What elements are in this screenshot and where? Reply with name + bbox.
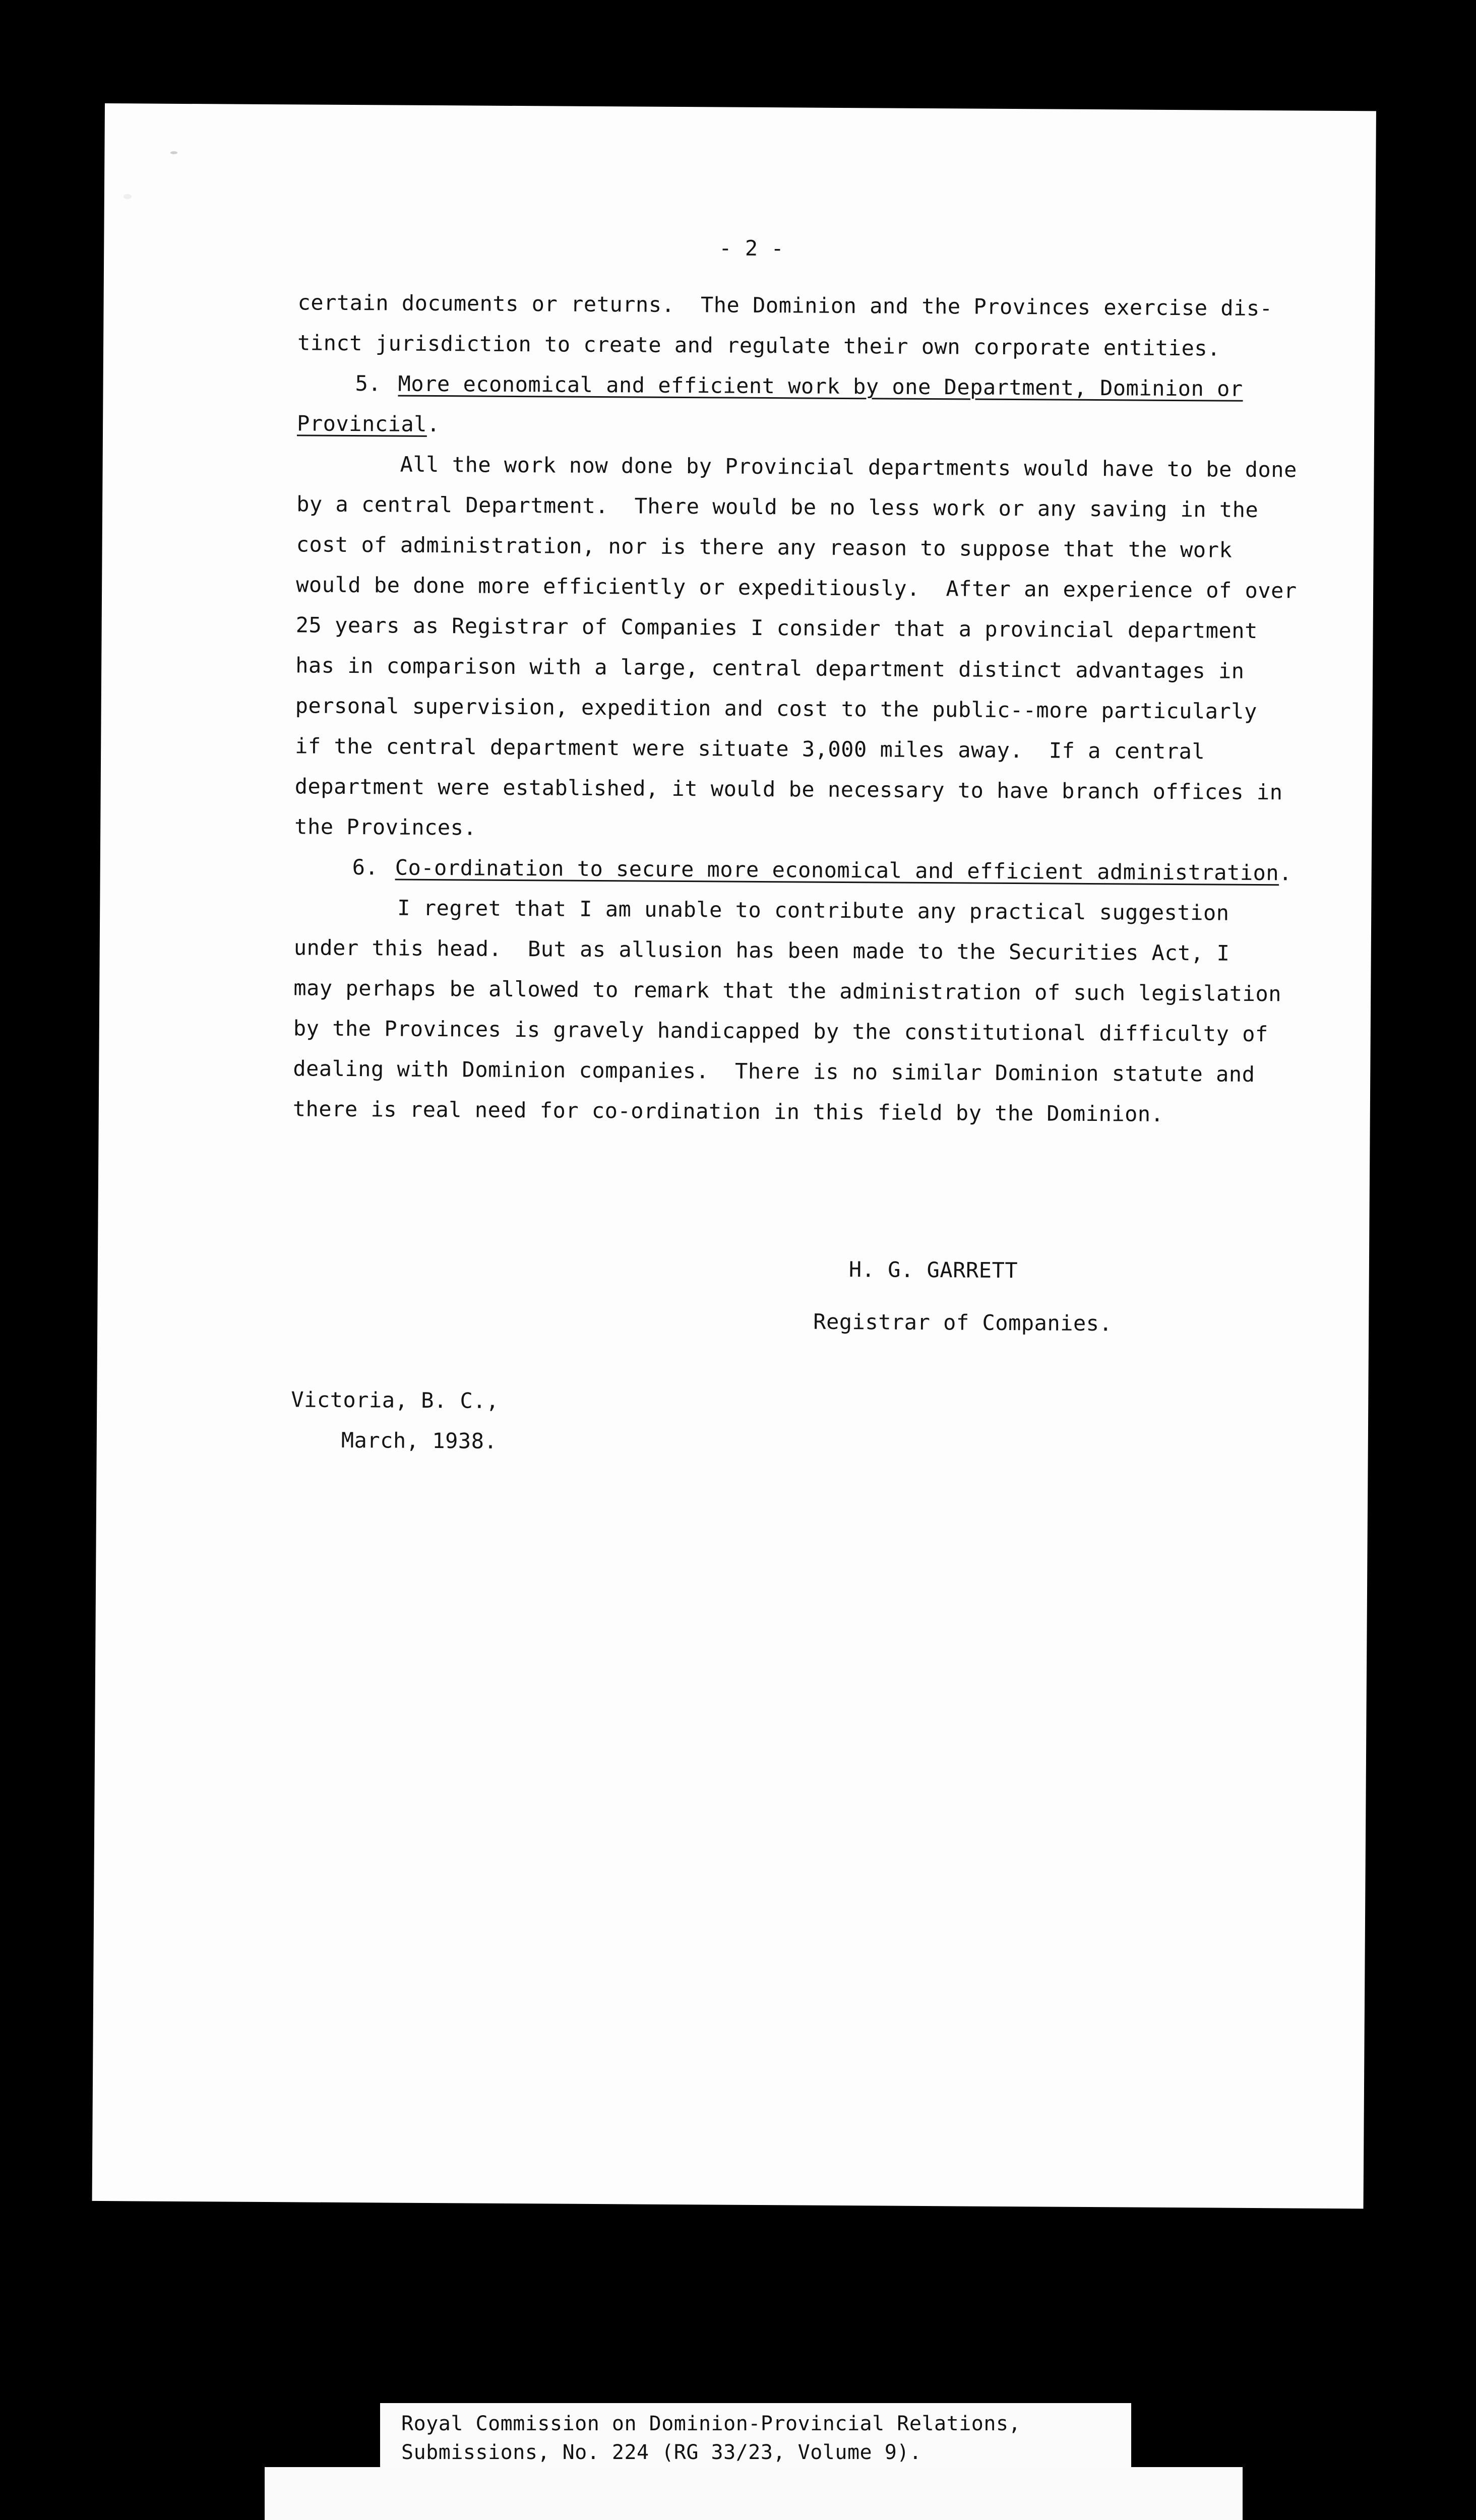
item-5-heading-text-2: Provincial bbox=[296, 411, 427, 436]
item-5-number: 5. bbox=[355, 371, 382, 396]
text-line: if the central department were situate 3,000 miles away. If a central bbox=[295, 733, 1205, 764]
date: March, 1938. bbox=[341, 1427, 498, 1454]
text-line: department were established, it would be necessary to have branch offices in bbox=[294, 774, 1283, 805]
text-line: by the Provinces is gravely handicapped by the constitutional difficulty of bbox=[293, 1016, 1268, 1047]
archive-reference-line: Royal Commission on Dominion-Provincial Relations, bbox=[401, 2412, 1021, 2435]
item-5-heading-period: . bbox=[426, 411, 440, 437]
item-6-heading-text: Co-ordination to secure more economical and efficient administration bbox=[395, 855, 1279, 886]
item-6-heading-period: . bbox=[1279, 860, 1293, 886]
item-6-heading bbox=[395, 855, 1293, 886]
item-6-number: 6. bbox=[352, 855, 379, 880]
text-line: 25 years as Registrar of Companies I consider that a provincial department bbox=[295, 612, 1258, 643]
text-line: would be done more efficiently or expeditiously. After an experience of over bbox=[296, 572, 1297, 603]
text-line: by a central Department. There would be no less work or any saving in the bbox=[296, 491, 1259, 522]
letter-page bbox=[92, 103, 1376, 2209]
text-line: may perhaps be allowed to remark that the administration of such legislation bbox=[293, 975, 1282, 1006]
page-number: - 2 - bbox=[719, 235, 784, 261]
archives-stamp-label bbox=[265, 2467, 1243, 2520]
signature-name: H. G. GARRETT bbox=[848, 1257, 1018, 1283]
archive-reference-line: Submissions, No. 224 (RG 33/23, Volume 9). bbox=[401, 2441, 922, 2464]
item-5-heading bbox=[398, 371, 1243, 401]
item-5-heading-continued bbox=[297, 411, 440, 436]
item-5-heading-text: More economical and efficient work by one Department, Dominion or bbox=[398, 371, 1243, 401]
text-line: the Provinces. bbox=[294, 814, 477, 840]
text-line: I regret that I am unable to contribute any practical suggestion bbox=[397, 895, 1229, 925]
place: Victoria, B. C., bbox=[291, 1387, 500, 1413]
scan-speck bbox=[124, 194, 132, 199]
text-line: tinct jurisdiction to create and regulate their own corporate entities. bbox=[297, 330, 1221, 361]
text-line: dealing with Dominion companies. There is no similar Dominion statute and bbox=[293, 1056, 1255, 1087]
text-line: All the work now done by Provincial departments would have to be done bbox=[400, 452, 1298, 482]
signature-title: Registrar of Companies. bbox=[813, 1309, 1113, 1336]
text-line: personal supervision, expedition and cost to the public--more particularly bbox=[295, 693, 1258, 724]
text-line: cost of administration, nor is there any reason to suppose that the work bbox=[296, 532, 1233, 562]
text-line: certain documents or returns. The Dominion and the Provinces exercise dis- bbox=[297, 290, 1273, 321]
text-line: has in comparison with a large, central department distinct advantages in bbox=[295, 653, 1245, 683]
text-line: there is real need for co-ordination in this field by the Dominion. bbox=[292, 1096, 1164, 1126]
text-line: under this head. But as allusion has been made to the Securities Act, I bbox=[293, 935, 1230, 966]
scan-speck bbox=[170, 151, 177, 154]
